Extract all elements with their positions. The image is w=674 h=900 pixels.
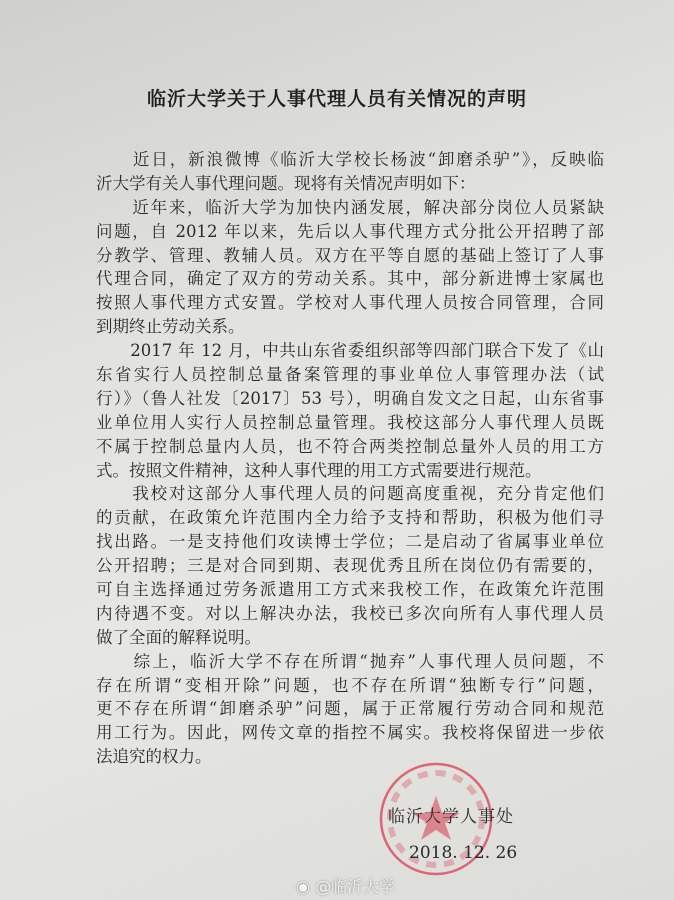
paragraph-line: 按照人事代理方式安置。学校对人事代理人员按合同管理，合同 [96, 293, 604, 313]
paragraph-line: 更不存在所谓“卸磨杀驴”问题，属于正常履行劳动合同和规范 [96, 699, 604, 719]
weibo-icon: ◉ [296, 877, 310, 896]
paragraph-line: 的贡献，在政策允许范围内全力给予支持和帮助，积极为他们寻 [96, 508, 604, 528]
paragraph-line: 式。按照文件精神，这种人事代理的用工方式需要进行规范。 [96, 460, 542, 480]
paragraph-line: 内待遇不变。对以上解决办法，我校已多次向所有人事代理人员 [96, 603, 604, 623]
paragraph-line: 2017 年 12 月，中共山东省委组织部等四部门联合下发了《山 [96, 341, 604, 361]
paragraph-line: 近年来，临沂大学为加快内涵发展，解决部分岗位人员紧缺 [96, 197, 604, 217]
paragraph-line: 问题，自 2012 年以来，先后以人事代理方式分批公开招聘了部 [96, 221, 604, 241]
paragraph-line: 行）》（鲁人社发〔2017〕53 号），明确自发文之日起，山东省事 [96, 388, 604, 408]
paragraph-line: 沂大学有关人事代理问题。现将有关情况声明如下： [96, 173, 476, 193]
paragraph-line: 可自主选择通过劳务派遣用工方式来我校工作，在政策允许范围 [96, 580, 604, 600]
paragraph-line: 到期终止劳动关系。 [96, 317, 245, 337]
paragraph-line: 综上，临沂大学不存在所谓“抛弃”人事代理人员问题，不 [96, 651, 604, 671]
paragraph-line: 东省实行人员控制总量备案管理的事业单位人事管理办法（试 [96, 365, 604, 385]
document-title: 临沂大学关于人事代理人员有关情况的声明 [146, 88, 527, 110]
paragraph-line: 存在所谓“变相开除”问题，也不存在所谓“独断专行”问题， [96, 675, 604, 695]
paragraph-line: 分教学、管理、教辅人员。双方在平等自愿的基础上签订了人事 [96, 245, 604, 265]
paragraph-line: 不属于控制总量内人员，也不符合两类控制总量外人员的用工方 [96, 436, 604, 456]
watermark-text: @临沂大学 [315, 877, 396, 896]
paragraph-line: 我校对这部分人事代理人员的问题高度重视，充分肯定他们 [96, 484, 604, 504]
signature-date: 2018. 12. 26 [409, 843, 518, 863]
paragraph-line: 公开招聘；三是对合同到期、表现优秀且所在岗位仍有需要的， [96, 556, 604, 576]
paragraph-line: 业单位用人实行人员控制总量管理。我校这部分人事代理人员既 [96, 412, 604, 432]
paragraph-line: 找出路。一是支持他们攻读博士学位；二是启动了省属事业单位 [96, 532, 604, 552]
paragraph-line: 用工行为。因此，网传文章的指控不属实。我校将保留进一步依 [96, 723, 604, 743]
document-body [96, 148, 604, 769]
paragraph-line: 做了全面的解释说明。 [96, 627, 261, 647]
weibo-watermark [296, 874, 395, 897]
paragraph-line: 近日，新浪微博《临沂大学校长杨波“卸磨杀驴”》，反映临 [96, 150, 604, 169]
paragraph-line: 代理合同，确定了双方的劳动关系。其中，部分新进博士家属也 [96, 269, 604, 289]
paragraph-line: 法追究的权力。 [96, 747, 212, 767]
signature-department: 临沂大学人事处 [388, 807, 514, 827]
